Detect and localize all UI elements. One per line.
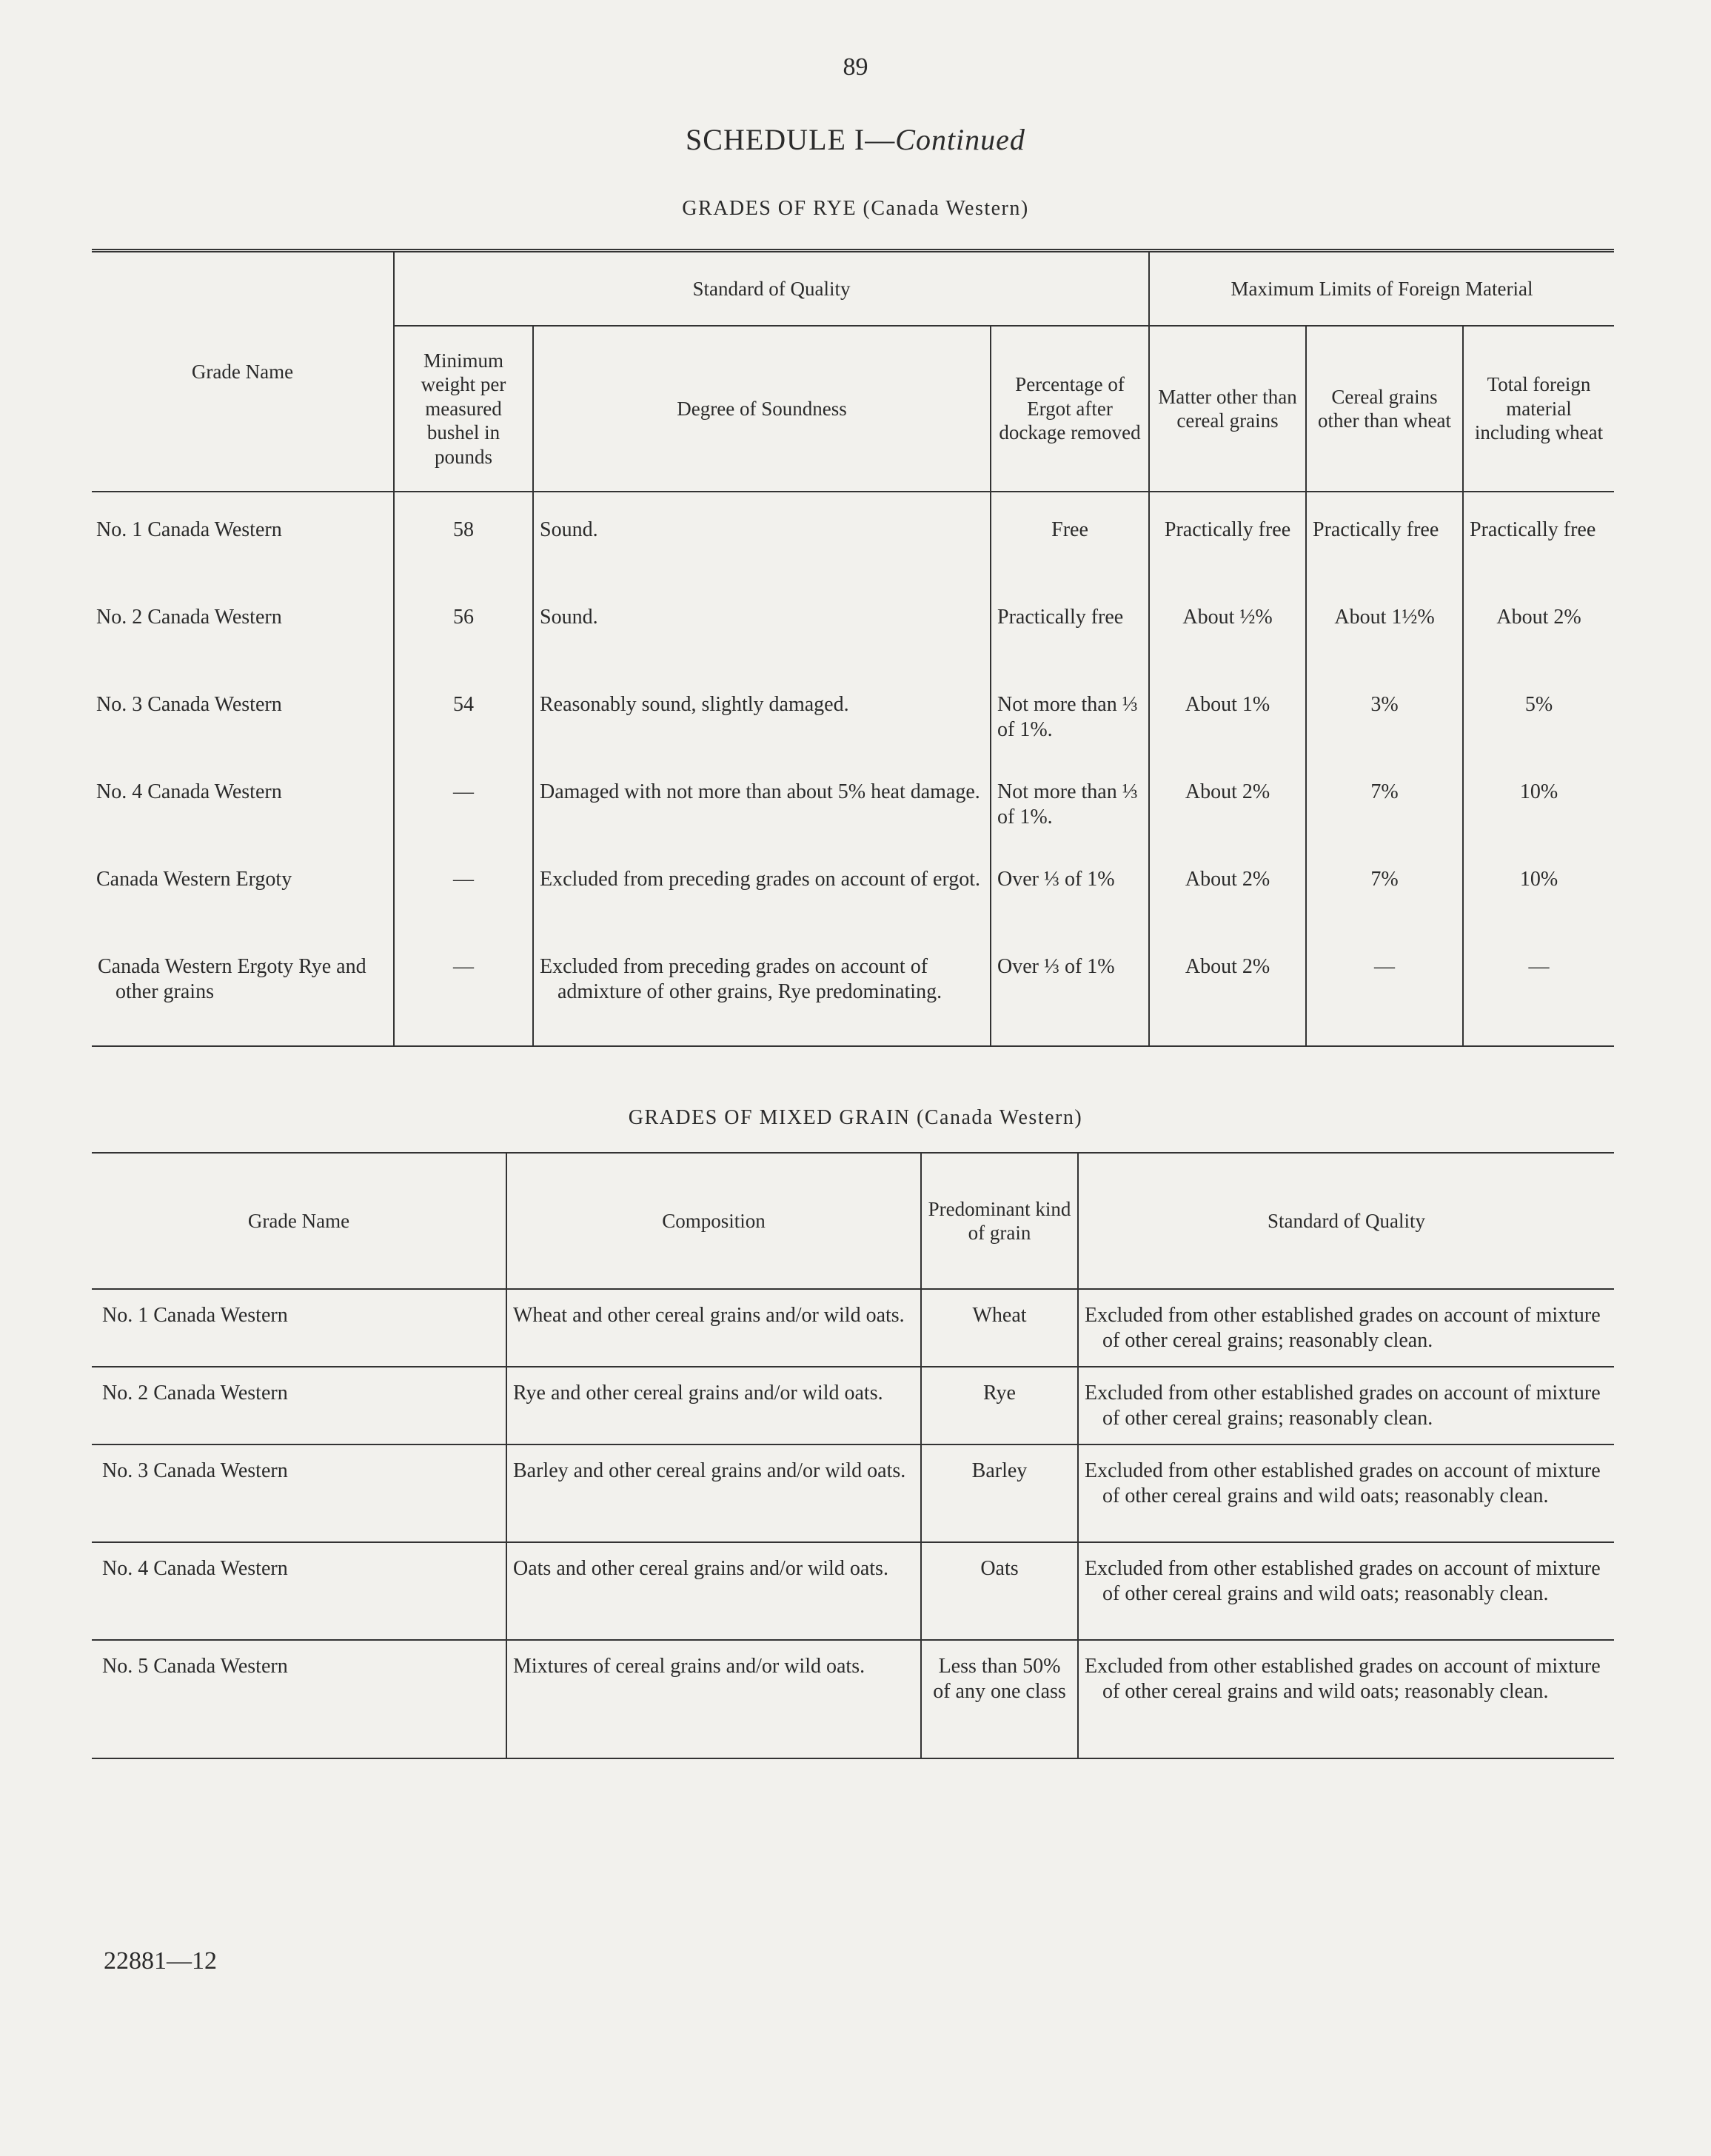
page-number: 89 [843,53,868,81]
rye-total-foreign: 5% [1463,673,1614,760]
rye-total-foreign: 10% [1463,848,1614,935]
mixed-grade-name: No. 4 Canada Western [92,1542,506,1640]
rye-soundness: Sound. [533,586,991,673]
mixed-predominant-kind: Less than 50% of any one class [921,1640,1078,1758]
mixed-standard-of-quality: Excluded from other established grades on account of mixture of other cereal grains and wild oats; reasonably clean. [1078,1640,1614,1758]
mixed-grade-name: No. 3 Canada Western [92,1444,506,1542]
footer-code: 22881—12 [104,1947,217,1975]
rye-soundness: Damaged with not more than about 5% heat damage. [533,760,991,848]
rye-header-max-limits: Maximum Limits of Foreign Material [1149,251,1614,327]
mixed-row [92,1542,1614,1640]
rye-total-foreign: About 2% [1463,586,1614,673]
rye-grade-name: Canada Western Ergoty [96,868,292,891]
rye-cereal-other: 3% [1306,673,1463,760]
mixed-table-title: GRADES OF MIXED GRAIN (Canada Western) [628,1106,1083,1129]
rye-cereal-other: Practically free [1306,492,1463,586]
rye-ergot: Not more than ⅓ of 1%. [991,760,1149,848]
rye-row [92,492,1614,586]
mixed-composition: Rye and other cereal grains and/or wild oats. [506,1367,921,1444]
rye-ergot: Practically free [991,586,1149,673]
rye-ergot: Free [991,492,1149,586]
rye-soundness: Sound. [533,492,991,586]
mixed-header-predominant-kind: Predominant kind of grain [921,1153,1078,1289]
rye-header-grade-name: Grade Name [92,251,394,492]
mixed-grade-name: No. 1 Canada Western [102,1304,288,1327]
rye-min-weight: — [394,760,533,848]
mixed-header-grade-name: Grade Name [92,1153,506,1289]
rye-row [92,586,1614,673]
rye-header-cereal-other: Cereal grains other than wheat [1306,326,1463,492]
schedule-title [0,122,1711,157]
mixed-composition: Wheat and other cereal grains and/or wild oats. [506,1289,921,1367]
schedule-title-continued: Continued [895,123,1025,156]
mixed-predominant-kind: Oats [921,1542,1078,1640]
schedule-title-text: SCHEDULE I— [686,123,896,156]
rye-matter-other: About 1% [1149,673,1306,760]
mixed-standard-of-quality: Excluded from other established grades on account of mixture of other cereal grains and wild oats; reasonably clean. [1078,1542,1614,1640]
mixed-composition: Oats and other cereal grains and/or wild oats. [506,1542,921,1640]
mixed-predominant-kind: Rye [921,1367,1078,1444]
rye-cereal-other: About 1½% [1306,586,1463,673]
mixed-row [92,1444,1614,1542]
mixed-standard-of-quality: Excluded from other established grades on account of mixture of other cereal grains; reasonably clean. [1078,1367,1614,1444]
mixed-row [92,1289,1614,1367]
rye-header-matter-other: Matter other than cereal grains [1149,326,1306,492]
mixed-header-composition: Composition [506,1153,921,1289]
rye-matter-other: About 2% [1149,935,1306,1046]
rye-soundness: Excluded from preceding grades on account of admixture of other grains, Rye predominating. [533,935,991,1046]
mixed-composition: Barley and other cereal grains and/or wild oats. [506,1444,921,1542]
rye-min-weight: 56 [394,586,533,673]
rye-total-foreign: 10% [1463,760,1614,848]
rye-grade-name: Canada Western Ergoty Rye and other grains [98,955,366,1003]
rye-grade-name: No. 1 Canada Western [96,518,282,541]
rye-header-standard-of-quality: Standard of Quality [394,251,1149,327]
rye-row [92,760,1614,848]
rye-min-weight: — [394,848,533,935]
rye-cereal-other: 7% [1306,760,1463,848]
mixed-grade-name: No. 2 Canada Western [92,1367,506,1444]
rye-matter-other: About 2% [1149,760,1306,848]
mixed-header-standard-of-quality: Standard of Quality [1078,1153,1614,1289]
rye-matter-other: Practically free [1149,492,1306,586]
rye-row [92,848,1614,935]
rye-total-foreign: Practically free [1463,492,1614,586]
rye-min-weight: — [394,935,533,1046]
rye-grades-table [92,249,1614,1047]
mixed-predominant-kind: Barley [921,1444,1078,1542]
mixed-row [92,1367,1614,1444]
mixed-grain-grades-table [92,1152,1614,1759]
rye-cereal-other: — [1306,935,1463,1046]
rye-soundness: Reasonably sound, slightly damaged. [533,673,991,760]
rye-grade-name: No. 4 Canada Western [96,780,282,803]
rye-cereal-other: 7% [1306,848,1463,935]
rye-ergot: Over ⅓ of 1% [991,935,1149,1046]
rye-min-weight: 54 [394,673,533,760]
mixed-standard-of-quality: Excluded from other established grades on account of mixture of other cereal grains; reasonably clean. [1078,1289,1614,1367]
rye-min-weight: 58 [394,492,533,586]
mixed-row [92,1640,1614,1758]
mixed-grade-name: No. 5 Canada Western [92,1640,506,1758]
rye-matter-other: About 2% [1149,848,1306,935]
mixed-standard-of-quality: Excluded from other established grades on account of mixture of other cereal grains and wild oats; reasonably clean. [1078,1444,1614,1542]
rye-soundness: Excluded from preceding grades on account of ergot. [533,848,991,935]
rye-row [92,673,1614,760]
rye-ergot: Not more than ⅓ of 1%. [991,673,1149,760]
rye-grade-name: No. 2 Canada Western [96,606,282,629]
rye-total-foreign: — [1463,935,1614,1046]
rye-header-total-foreign: Total foreign material including wheat [1463,326,1614,492]
rye-matter-other: About ½% [1149,586,1306,673]
rye-row [92,935,1614,1046]
rye-ergot: Over ⅓ of 1% [991,848,1149,935]
rye-header-degree-of-soundness: Degree of Soundness [533,326,991,492]
rye-table-title: GRADES OF RYE (Canada Western) [682,197,1029,220]
rye-header-min-weight: Minimum weight per measured bushel in pounds [394,326,533,492]
rye-header-ergot-percentage: Percentage of Ergot after dockage removed [991,326,1149,492]
mixed-composition: Mixtures of cereal grains and/or wild oats. [506,1640,921,1758]
mixed-predominant-kind: Wheat [921,1289,1078,1367]
rye-grade-name: No. 3 Canada Western [96,693,282,716]
